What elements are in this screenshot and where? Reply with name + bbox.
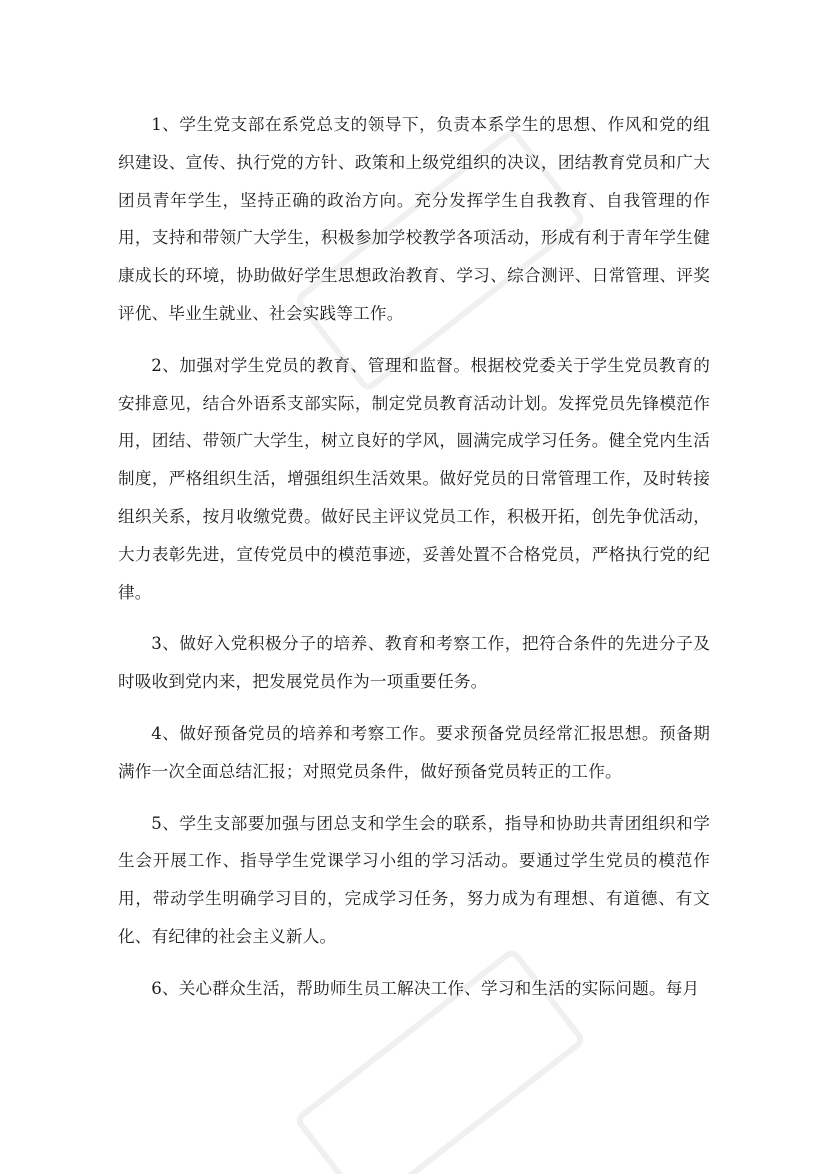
paragraph-4: 4、做好预备党员的培养和考察工作。要求预备党员经常汇报思想。预备期满作一次全面总结汇报；对照党员条件，做好预备党员转正的工作。 xyxy=(118,723,710,781)
paragraph-1: 1、学生党支部在系党总支的领导下，负责本系学生的思想、作风和党的组织建设、宣传、执行党的方针、政策和上级党组织的决议，团结教育党员和广大团员青年学生，坚持正确的政治方向。充分发挥学生自我教育、自我管理的作用，支持和带领广大学生，积极参加学校教学各项活动，形成有利于青年学生健康成长的环境，协助做好学生思想政治教育、学习、综合测评、日常管理、评奖评优、毕业生就业、社会实践等工作。 xyxy=(118,115,710,323)
paragraph-5: 5、学生支部要加强与团总支和学生会的联系，指导和协助共青团组织和学生会开展工作、指导学生党课学习小组的学习活动。要通过学生党员的模范作用，带动学生明确学习目的，完成学习任务，努力成为有理想、有道德、有文化、有纪律的社会主义新人。 xyxy=(118,813,710,946)
paragraph-2: 2、加强对学生党员的教育、管理和监督。根据校党委关于学生党员教育的安排意见，结合外语系支部实际，制定党员教育活动计划。发挥党员先锋模范作用，团结、带领广大学生，树立良好的学风，圆满完成学习任务。健全党内生活制度，严格组织生活，增强组织生活效果。做好党员的日常管理工作，及时转接组织关系，按月收缴党费。做好民主评议党员工作，积极开拓，创先争优活动，大力表彰先进，宣传党员中的模范事迹，妥善处置不合格党员，严格执行党的纪律。 xyxy=(118,355,710,602)
paragraph-3: 3、做好入党积极分子的培养、教育和考察工作，把符合条件的先进分子及时吸收到党内来，把发展党员作为一项重要任务。 xyxy=(118,634,710,692)
paragraph-6: 6、关心群众生活，帮助师生员工解决工作、学习和生活的实际问题。每月 xyxy=(151,978,700,998)
document-body xyxy=(118,106,710,1022)
